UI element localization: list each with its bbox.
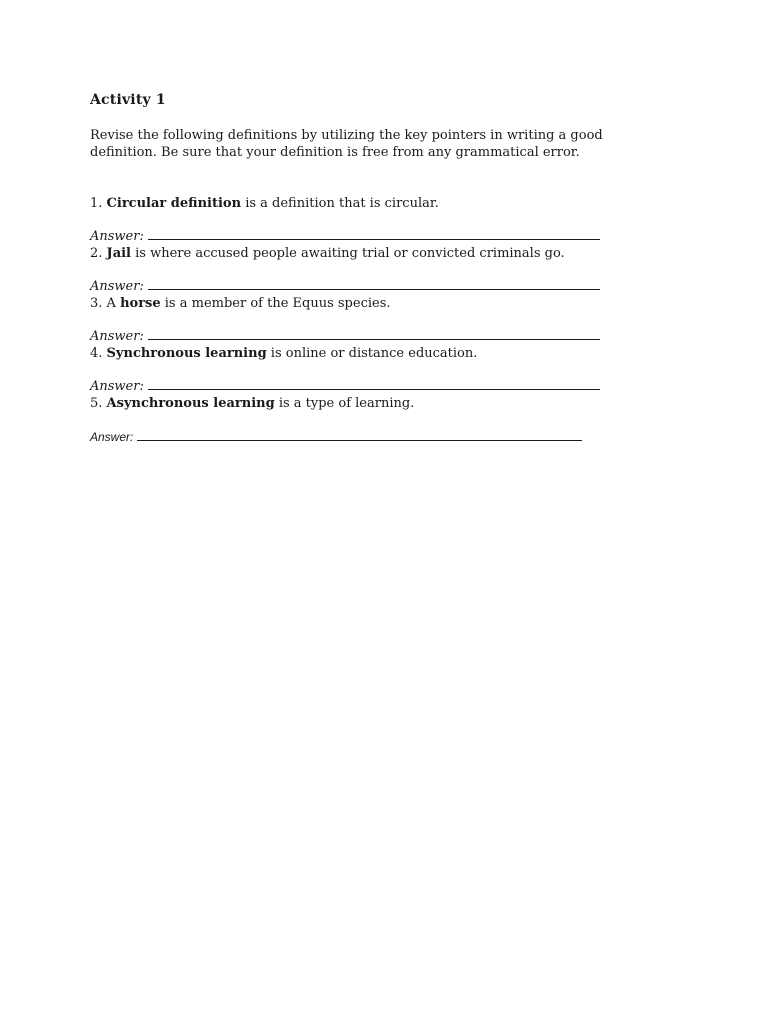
question-number: 3.	[90, 296, 103, 311]
answer-line[interactable]	[148, 377, 600, 390]
question-1	[90, 195, 439, 212]
answer-line[interactable]	[148, 327, 600, 340]
question-3	[90, 295, 391, 312]
answer-line[interactable]	[137, 428, 582, 441]
instructions-text: Revise the following definitions by utilizing the key pointers in writing a good definition. Be sure that your definition is free from any grammatical error.	[90, 128, 603, 160]
question-2	[90, 245, 565, 262]
question-number: 5.	[90, 396, 103, 411]
question-term: Jail	[106, 246, 131, 261]
question-term: Asynchronous learning	[106, 396, 275, 411]
answer-label: Answer:	[90, 379, 144, 394]
question-rest: is online or distance education.	[266, 346, 478, 361]
answer-4[interactable]	[90, 377, 600, 395]
answer-line[interactable]	[148, 227, 600, 240]
question-number: 1.	[90, 196, 103, 211]
answer-label: Answer:	[90, 229, 144, 244]
question-term: Circular definition	[106, 196, 242, 211]
answer-label: Answer:	[90, 430, 134, 444]
question-number: 4.	[90, 346, 103, 361]
question-prefix: A	[106, 296, 121, 311]
answer-label: Answer:	[90, 329, 144, 344]
answer-3[interactable]	[90, 327, 600, 345]
answer-5[interactable]	[90, 428, 582, 446]
answer-1[interactable]	[90, 227, 600, 245]
question-rest: is a type of learning.	[274, 396, 415, 411]
question-rest: is a member of the Equus species.	[160, 296, 391, 311]
answer-line[interactable]	[148, 277, 600, 290]
answer-label: Answer:	[90, 279, 144, 294]
question-rest: is a definition that is circular.	[241, 196, 439, 211]
question-5	[90, 395, 414, 412]
activity-title: Activity 1	[90, 92, 166, 108]
question-4	[90, 345, 477, 362]
question-term: horse	[120, 296, 161, 311]
question-rest: is where accused people awaiting trial or convicted criminals go.	[131, 246, 565, 261]
question-term: Synchronous learning	[106, 346, 267, 361]
answer-2[interactable]	[90, 277, 600, 295]
question-number: 2.	[90, 246, 103, 261]
